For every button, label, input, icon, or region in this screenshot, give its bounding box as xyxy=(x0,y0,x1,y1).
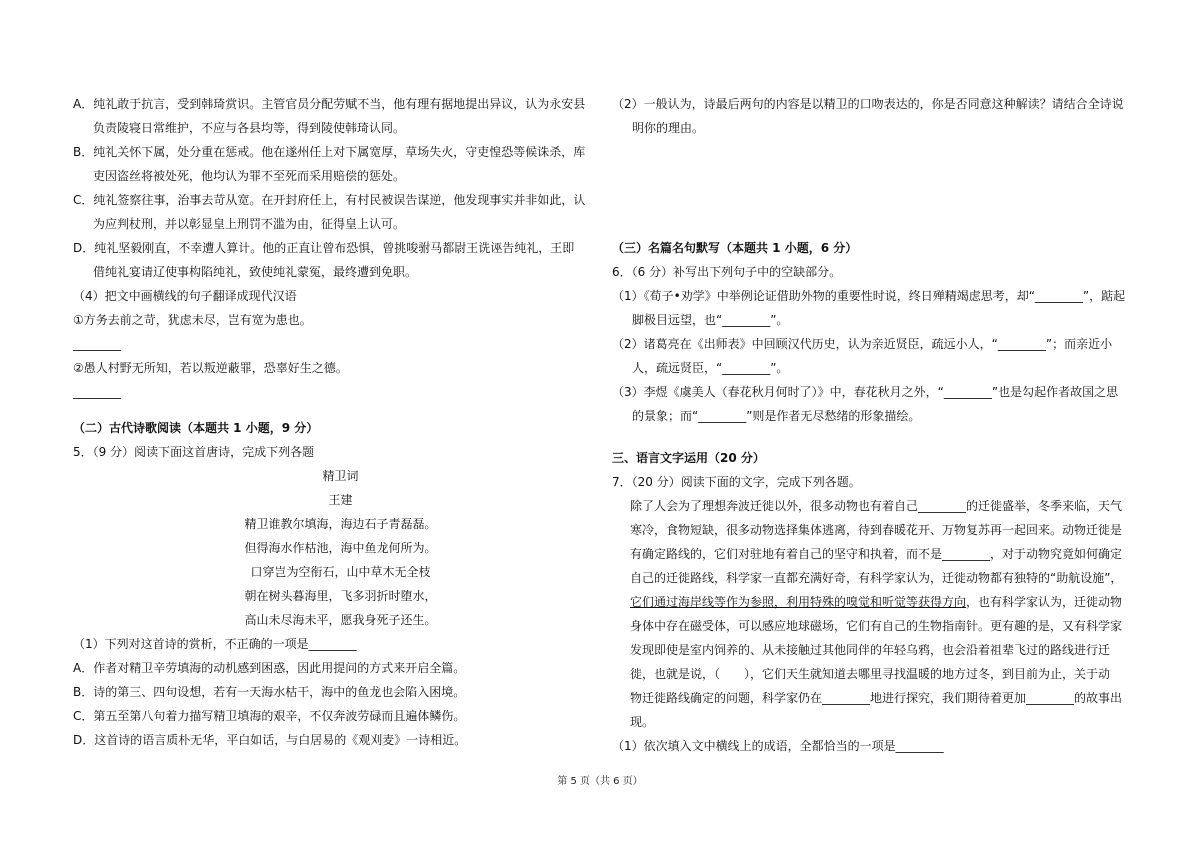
answer-blank-2: ________ xyxy=(73,385,121,399)
passage-line: 发现即使是室内饲养的、从未接触过其他同伴的年轻乌鸦，也会沿着祖辈飞过的路线进行迁 xyxy=(630,643,1111,657)
poem-line: 高山未尽海未平，愿我身死子还生。 xyxy=(244,613,437,627)
question-6-2-line2: 人，疏远贤臣，“________”。 xyxy=(632,361,789,375)
passage-line: 身体中存在磁受体，可以感应地球磁场，它们有自己的生物指南针。更有趣的是，又有科学家 xyxy=(630,619,1123,633)
option-d-line2: 借纯礼宴请辽使事构陷纯礼，致使纯礼蒙冤，最终遭到免职。 xyxy=(93,265,418,279)
passage-line-underlined xyxy=(612,590,1132,614)
section-3-title: （三）名篇名句默写（本题共 1 小题，6 分） xyxy=(612,241,858,255)
left-column xyxy=(73,92,608,752)
question-5-option: A．作者对精卫辛劳填海的动机感到困惑，因此用提问的方式来开启全篇。 xyxy=(73,661,466,675)
answer-space xyxy=(612,140,1132,236)
right-column xyxy=(612,92,1132,758)
question-6-1-line2: 脚极目远望，也“________”。 xyxy=(632,313,789,327)
passage-line: 有确定路线的，它们对驻地有着自己的坚守和执着，而不是________，对于动物究竟如何确定 xyxy=(630,547,1123,561)
underlined-sentence: 它们通过海岸线等作为参照，利用特殊的嗅觉和听觉等获得方向 xyxy=(630,595,967,609)
page-footer: 第 5 页（共 6 页） xyxy=(557,776,643,787)
option-b-line2: 吏因盗丝将被处死，他均认为罪不至死而采用赔偿的惩处。 xyxy=(93,169,406,183)
section-2-title: （二）古代诗歌阅读（本题共 1 小题，9 分） xyxy=(73,421,319,435)
option-a-line1: A．纯礼敢于抗言，受到韩琦赏识。主管官员分配劳赋不当，他有理有据地提出异议，认为永安县 xyxy=(73,97,586,111)
option-c-line1: C．纯礼签察往事，治事去苛从宽。在开封府任上，有村民被误告谋逆，他发现事实并非如此，认 xyxy=(73,193,586,207)
language-section-title: 三、语言文字运用（20 分） xyxy=(612,451,765,465)
question-4-sentence-2: ②愚人村野无所知，若以叛逆蔽罪，恐辜好生之德。 xyxy=(73,361,348,375)
question-5: 5．（9 分）阅读下面这首唐诗，完成下列各题 xyxy=(73,445,315,459)
question-6: 6．（6 分）补写出下列句子中的空缺部分。 xyxy=(612,265,842,279)
poem-line: 精卫谁教尔填海，海边石子青磊磊。 xyxy=(244,517,437,531)
passage-line: 现。 xyxy=(630,715,655,729)
passage-line: 自己的迁徙路线，科学家一直都充满好奇，有科学家认为，迁徙动物都有独特的“助航设施”， xyxy=(630,571,1123,585)
question-5-option: C．第五至第八句着力描写精卫填海的艰辛，不仅奔波劳碌而且遍体鳞伤。 xyxy=(73,709,466,723)
question-6-3-line2: 的景象；而“________”则是作者无尽愁绪的形象描绘。 xyxy=(632,409,921,423)
question-5-option: B．诗的第三、四句设想，若有一天海水枯干，海中的鱼龙也会陷入困境。 xyxy=(73,685,466,699)
question-5-option: D．这首诗的语言质朴无华，平白如话，与白居易的《观刈麦》一诗相近。 xyxy=(73,733,467,747)
passage-text: ，也有科学家认为，迁徙动物 xyxy=(966,595,1123,609)
passage-line: 物迁徙路线确定的问题，科学家仍在________地进行探究，我们期待着更加________的故事出 xyxy=(630,691,1123,705)
question-7-1: （1）依次填入文中横线上的成语，全都恰当的一项是________ xyxy=(612,739,944,753)
passage-line: 徙，也就是说，（ ），它们天生就知道去哪里寻找温暖的地方过冬，到目前为止，关于动 xyxy=(630,667,1111,681)
poem-title: 精卫词 xyxy=(322,469,359,483)
question-5-2-line2: 明你的理由。 xyxy=(632,121,705,135)
poem-line: 但得海水作枯池，海中鱼龙何所为。 xyxy=(244,541,437,555)
option-d-line1: D．纯礼坚毅刚直，不幸遭人算计。他的正直让曾布恐惧，曾挑唆驸马都尉王诜诬告纯礼，王即 xyxy=(73,241,575,255)
question-4-sentence-1: ①方务去前之苛，犹虑未尽，岂有宽为患也。 xyxy=(73,313,312,327)
answer-blank-1: ________ xyxy=(73,337,121,351)
poem-line: 朝在树头暮海里，飞多羽折时堕水， xyxy=(244,589,437,603)
option-b-line1: B．纯礼关怀下属，处分重在惩戒。他在遂州任上对下属宽厚，草场失火，守吏惶恐等候诛杀，库 xyxy=(73,145,586,159)
poem-line: 口穿岂为空衔石，山中草木无全枝 xyxy=(250,565,431,579)
question-6-2-line1: （2）诸葛亮在《出师表》中回顾汉代历史，认为亲近贤臣，疏远小人，“________”；而亲近小 xyxy=(612,337,1113,351)
question-4: （4）把文中画横线的句子翻译成现代汉语 xyxy=(73,289,297,303)
question-6-1-line1: （1）《荀子•劝学》中举例论证借助外物的重要性时说，终日殚精竭虑思考，却“________”，踮起 xyxy=(612,289,1126,303)
question-7: 7．（20 分）阅读下面的文字，完成下列各题。 xyxy=(612,475,861,489)
option-c-line2: 为应判杖刑，并以彰显皇上刑罚不滥为由，征得皇上认可。 xyxy=(93,217,406,231)
passage-line: 寒冷，食物短缺，很多动物选择集体逃离，待到春暖花开、万物复苏再一起回来。动物迁徙是 xyxy=(630,523,1123,537)
question-5-2-line1: （2）一般认为，诗最后两句的内容是以精卫的口吻表达的，你是否同意这种解读？请结合全诗说 xyxy=(612,97,1124,111)
option-a-line2: 负责陵寝日常维护，不应与各县均等，得到陵使韩琦认同。 xyxy=(93,121,406,135)
question-5-1: （1）下列对这首诗的赏析，不正确的一项是________ xyxy=(73,637,357,651)
passage-line: 除了人会为了理想奔波迁徙以外，很多动物也有着自己________的迁徙盛举，冬季来临，天气 xyxy=(630,499,1123,513)
question-6-3-line1: （3）李煜《虞美人（春花秋月何时了）》中，春花秋月之外，“________”也是勾起作者故国之思 xyxy=(612,385,1119,399)
poem-author: 王建 xyxy=(328,493,353,507)
